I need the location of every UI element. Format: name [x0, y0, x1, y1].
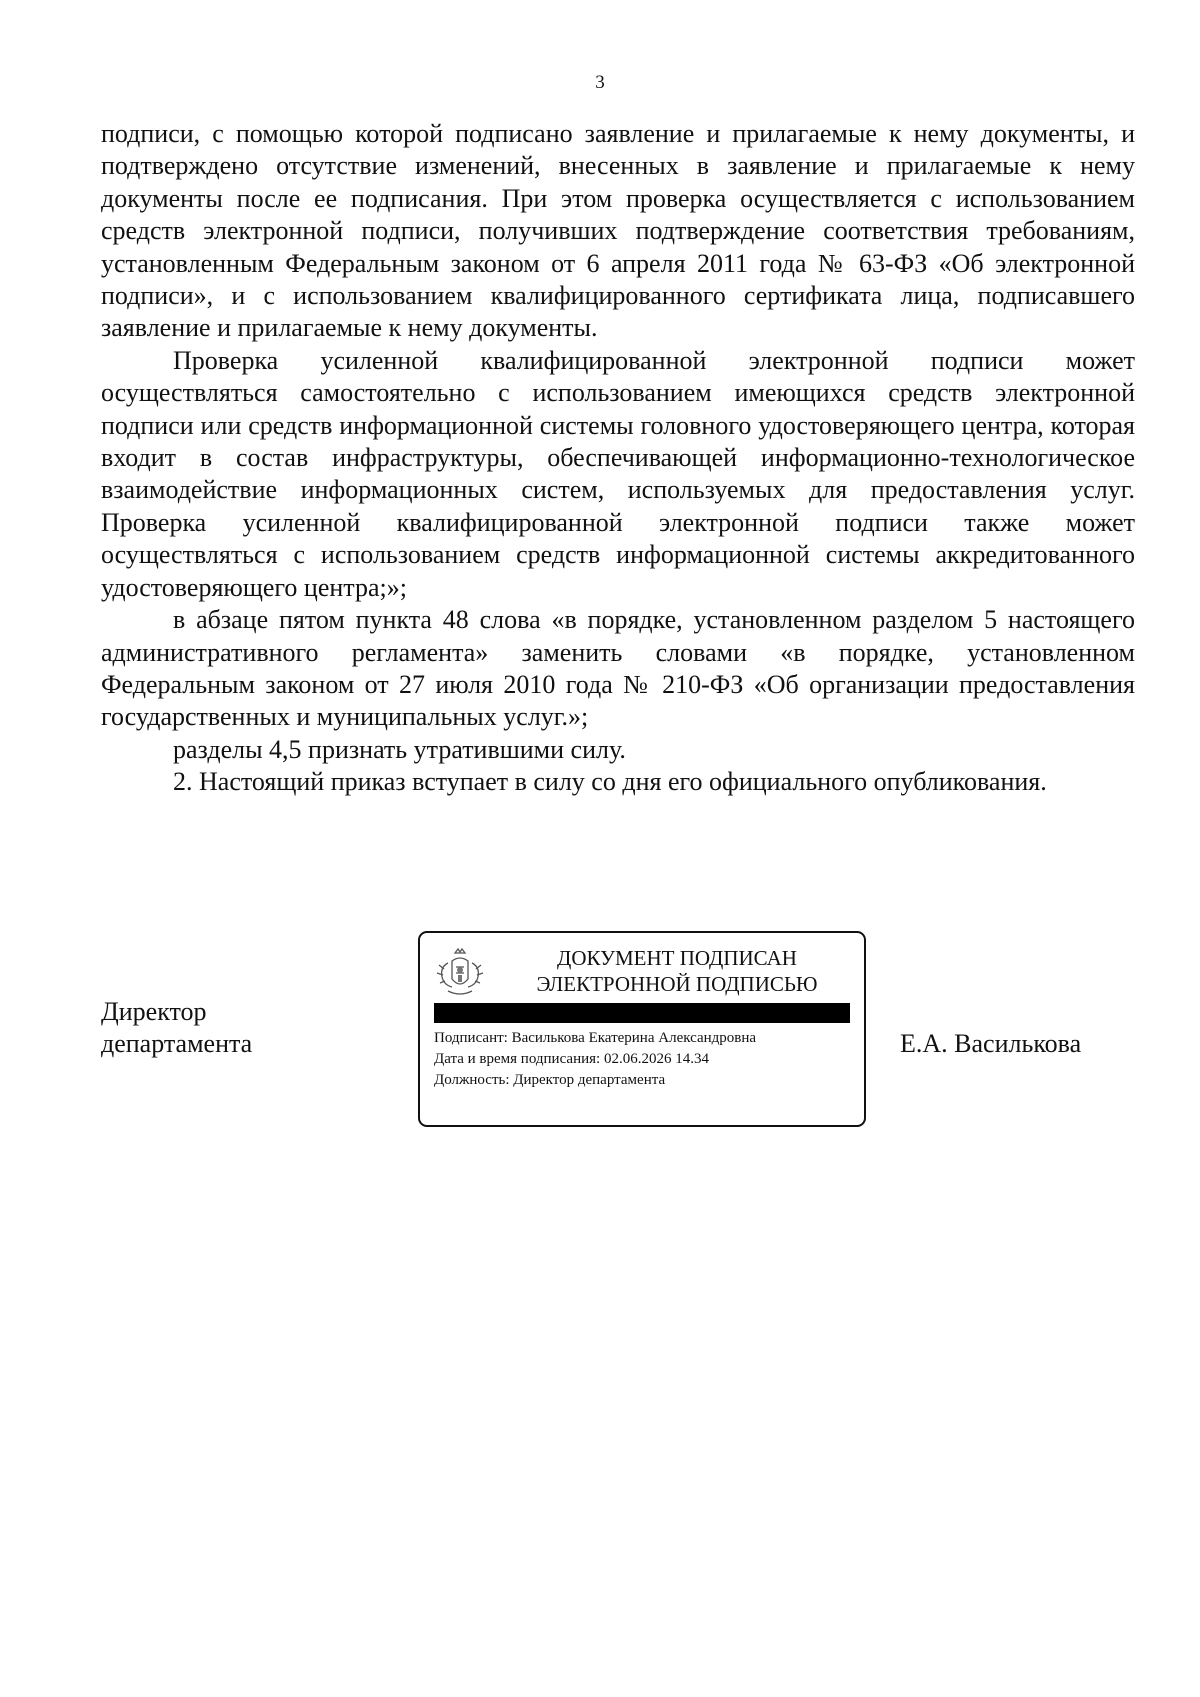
- stamp-title-line: ДОКУМЕНТ ПОДПИСАН: [557, 946, 797, 970]
- stamp-signer: Подписант: Василькова Екатерина Александровна: [434, 1030, 757, 1046]
- signatory-position-line: Директор: [101, 997, 207, 1026]
- stamp-position: Должность: Директор департамента: [434, 1072, 666, 1088]
- body-paragraph: разделы 4,5 признать утратившими силу.: [173, 734, 626, 764]
- stamp-details: [434, 1028, 854, 1091]
- document-body: [101, 118, 1135, 799]
- stamp-datetime: Дата и время подписания: 02.06.2026 14.34: [434, 1051, 709, 1067]
- body-paragraph: Проверка усиленной квалифицированной электронной подписи может осуществляться самостоятельно с использованием имеющихся средств электронной подписи или средств информационной системы головного удостоверяющего центра, которая входит в состав инфраструктуры, обеспечивающей информационно-технологическое взаимодействие информационных систем, используемых для предоставления услуг. Проверка усиленной квалифицированной электронной подписи также может осуществляться с использованием средств информационной системы аккредитованного удостоверяющего центра;»;: [101, 345, 1135, 602]
- stamp-title-line: ЭЛЕКТРОННОЙ ПОДПИСЬЮ: [536, 972, 818, 996]
- stamp-title: [500, 945, 854, 997]
- signatory-position-line: департамента: [101, 1029, 253, 1059]
- stamp-certificate-bar: [434, 1003, 850, 1023]
- body-paragraph: 2. Настоящий приказ вступает в силу со дня его официального опубликования.: [173, 767, 1047, 797]
- signatory-name: Е.А. Василькова: [900, 1029, 1082, 1058]
- page-number: 3: [595, 72, 605, 93]
- signatory-position: [101, 996, 252, 1061]
- coat-of-arms-icon: [434, 943, 486, 1001]
- body-paragraph: в абзаце пятом пункта 48 слова «в порядке, установленном разделом 5 настоящего административного регламента» заменить словами «в порядке, установленном Федеральным законом от 27 июля 2010 года № 210-ФЗ «Об организации предоставления государственных и муниципальных услуг.»;: [101, 605, 1135, 732]
- body-paragraph: подписи, с помощью которой подписано заявление и прилагаемые к нему документы, и подтверждено отсутствие изменений, внесенных в заявление и прилагаемые к нему документы после ее подписания. При этом проверка осуществляется с использованием средств электронной подписи, получивших подтверждение соответствия требованиям, установленным Федеральным законом от 6 апреля 2011 года № 63-ФЗ «Об электронной подписи», и с использованием квалифицированного сертификата лица, подписавшего заявление и прилагаемые к нему документы.: [101, 119, 1135, 343]
- electronic-signature-stamp: [418, 931, 866, 1127]
